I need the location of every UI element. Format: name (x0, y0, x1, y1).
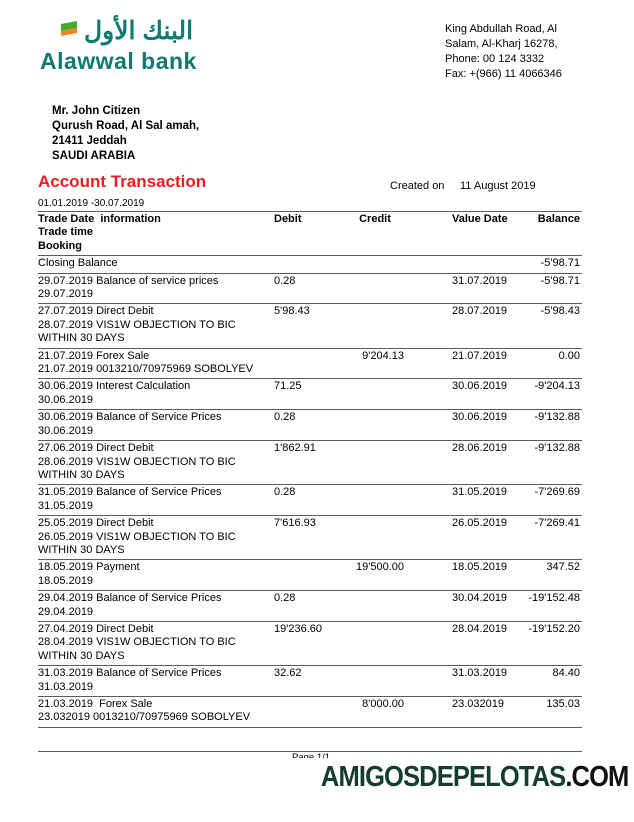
cell-balance: -5'98.43 (540, 305, 580, 318)
info-line: 21.03.2019 Forex Sale (38, 698, 153, 710)
info-line: 21.07.2019 Forex Sale (38, 349, 150, 362)
cell-debit (272, 560, 340, 591)
text-line: Booking (38, 239, 82, 252)
cell-credit (340, 410, 410, 441)
bank-name-arabic: البنك الأول (84, 17, 194, 45)
statement-date-range: 01.01.2019 -30.07.2019 (38, 198, 145, 209)
cell-credit (340, 591, 410, 622)
statement-header (40, 16, 610, 82)
cell-value-date (410, 256, 520, 273)
table-row (38, 410, 582, 441)
cell-credit (340, 516, 410, 560)
cell-balance: 84.40 (552, 667, 580, 680)
info-line: 30.06.2019 Interest Calculation (38, 380, 191, 393)
cell-balance: -19'152.48 (528, 592, 580, 605)
info-line: WITHIN 30 DAYS (38, 468, 125, 481)
cell-debit: 1'862.91 (274, 442, 316, 455)
watermark-text (320, 761, 628, 794)
info-line: 23.032019 0013210/70975969 SOBOLYEV (38, 711, 251, 724)
table-row (38, 516, 582, 560)
info-line: WITHIN 30 DAYS (38, 649, 125, 662)
table-row (38, 621, 582, 665)
table-row (38, 485, 582, 516)
info-line: 27.04.2019 Direct Debit (38, 622, 154, 635)
info-line: 31.05.2019 (38, 499, 94, 512)
info-line: 29.04.2019 Balance of Service Prices (38, 592, 222, 605)
text-line: 21411 Jeddah (52, 135, 127, 147)
table-header-row (38, 212, 582, 256)
text-line: Trade Date information (38, 213, 161, 225)
cell-credit (340, 441, 410, 485)
info-line: Closing Balance (38, 257, 118, 270)
cell-credit: 8'000.00 (362, 698, 404, 710)
table-row (38, 441, 582, 485)
watermark-badge (265, 758, 634, 796)
cell-credit (340, 485, 410, 516)
table-row (38, 697, 582, 728)
cell-value-date: 28.07.2019 (452, 305, 508, 318)
info-line: 31.03.2019 Balance of Service Prices (38, 667, 222, 680)
text-line: Mr. John Citizen (52, 105, 141, 117)
text-line: Salam, Al-Kharj 16278, (445, 38, 558, 50)
cell-info (38, 410, 272, 441)
cell-info (38, 591, 272, 622)
cell-credit (340, 304, 410, 348)
table-row (38, 256, 582, 273)
transactions-table (38, 211, 582, 728)
cell-debit: 0.28 (274, 274, 296, 287)
table-row (38, 273, 582, 304)
info-line: 28.04.2019 VIS1W OBJECTION TO BIC (38, 636, 236, 649)
info-line: 26.05.2019 VIS1W OBJECTION TO BIC (38, 530, 236, 543)
cell-balance: 347.52 (546, 561, 580, 574)
cell-info (38, 621, 272, 665)
cell-value-date: 30.06.2019 (452, 411, 508, 424)
bank-name-english: Alawwal bank (40, 48, 197, 74)
cell-debit: 19'236.60 (274, 622, 322, 635)
info-line: 18.05.2019 Payment (38, 561, 140, 574)
cell-debit: 32.62 (274, 667, 302, 680)
transactions-body (38, 256, 582, 728)
cell-info (38, 666, 272, 697)
page-title: Account Transaction (38, 172, 207, 191)
cell-credit: 19'500.00 (356, 561, 404, 574)
text-line: SAUDI ARABIA (52, 150, 136, 162)
cell-info (38, 379, 272, 410)
cell-debit: 71.25 (274, 380, 302, 393)
title-row (0, 172, 634, 196)
table-row (38, 591, 582, 622)
info-line: 27.06.2019 Direct Debit (38, 442, 154, 455)
cell-credit (340, 666, 410, 697)
cell-value-date: 30.04.2019 (452, 592, 508, 605)
cell-balance: -5'98.71 (540, 274, 580, 287)
text-line: Fax: +(966) 11 4066346 (445, 68, 562, 80)
table-row (38, 348, 582, 379)
info-line: 29.07.2019 (38, 288, 94, 301)
cell-info (38, 441, 272, 485)
cell-debit: 5'98.43 (274, 305, 310, 318)
cell-debit (272, 348, 340, 379)
header-debit: Debit (274, 213, 302, 225)
text-line: Trade time (38, 226, 94, 239)
cell-debit (272, 256, 340, 273)
cell-debit: 0.28 (274, 592, 296, 605)
cell-balance: 0.00 (558, 349, 580, 362)
cell-balance: -19'152.20 (528, 622, 580, 635)
info-line: WITHIN 30 DAYS (38, 332, 125, 345)
info-line: 27.07.2019 Direct Debit (38, 305, 154, 318)
cell-value-date: 21.07.2019 (452, 349, 508, 362)
cell-info (38, 256, 272, 273)
cell-credit (340, 621, 410, 665)
info-line: 28.06.2019 VIS1W OBJECTION TO BIC (38, 455, 236, 468)
text-line: Qurush Road, Al Sal amah, (52, 120, 200, 132)
info-line: 29.07.2019 Balance of service prices (38, 274, 219, 287)
cell-credit (340, 273, 410, 304)
info-line: 30.06.2019 Balance of Service Prices (38, 411, 222, 424)
bank-contact-block (445, 22, 610, 82)
cell-info (38, 304, 272, 348)
cell-debit: 0.28 (274, 486, 296, 499)
cell-value-date: 31.05.2019 (452, 486, 508, 499)
info-line: 31.03.2019 (38, 680, 94, 693)
header-credit: Credit (359, 213, 391, 225)
created-on-value: 11 August 2019 (460, 180, 536, 192)
table-row (38, 560, 582, 591)
watermark-main: AMIGOSDEPELOTAS (320, 760, 565, 793)
cell-balance: -7'269.69 (534, 486, 580, 499)
cell-info (38, 348, 272, 379)
cell-balance: 135.03 (546, 698, 580, 710)
cell-value-date: 31.03.2019 (452, 667, 508, 680)
cell-credit (340, 379, 410, 410)
watermark-suffix: .COM (564, 760, 628, 793)
cell-value-date: 28.04.2019 (452, 622, 508, 635)
cell-balance: -9'132.88 (534, 411, 580, 424)
info-line: 21.07.2019 0013210/70975969 SOBOLYEV (38, 363, 254, 376)
cell-balance: -9'132.88 (534, 442, 580, 455)
created-on-label: Created on (390, 180, 445, 192)
cell-value-date: 28.06.2019 (452, 442, 508, 455)
info-line: 18.05.2019 (38, 574, 94, 587)
cell-info (38, 697, 272, 728)
cell-value-date: 23.032019 (452, 698, 504, 710)
cell-credit: 9'204.13 (362, 349, 404, 362)
text-line: King Abdullah Road, Al (445, 23, 557, 35)
cell-info (38, 485, 272, 516)
table-row (38, 666, 582, 697)
info-line: 29.04.2019 (38, 605, 94, 618)
text-line: Phone: 00 124 3332 (445, 53, 545, 65)
cell-debit: 0.28 (274, 411, 296, 424)
cell-credit (340, 256, 410, 273)
cell-info (38, 560, 272, 591)
info-line: 30.06.2019 (38, 393, 94, 406)
cell-balance: -9'204.13 (534, 380, 580, 393)
cell-info (38, 273, 272, 304)
cell-balance: -5'98.71 (540, 257, 580, 270)
table-row (38, 379, 582, 410)
alawwal-bank-logo (40, 16, 270, 82)
cell-debit: 7'616.93 (274, 517, 316, 530)
cell-debit (272, 697, 340, 728)
cell-value-date: 18.05.2019 (452, 561, 508, 574)
info-line: 28.07.2019 VIS1W OBJECTION TO BIC (38, 318, 236, 331)
header-value-date: Value Date (452, 213, 508, 225)
cell-value-date: 26.05.2019 (452, 517, 508, 530)
cell-value-date: 30.06.2019 (452, 380, 508, 393)
info-line: WITHIN 30 DAYS (38, 543, 125, 556)
logo-top-row (60, 16, 270, 46)
header-balance: Balance (537, 213, 580, 225)
info-line: 31.05.2019 Balance of Service Prices (38, 486, 222, 499)
alawwal-flag-icon (60, 21, 78, 42)
info-line: 25.05.2019 Direct Debit (38, 517, 154, 530)
cell-balance: -7'269.41 (534, 517, 580, 530)
cell-info (38, 516, 272, 560)
table-row (38, 304, 582, 348)
cell-value-date: 31.07.2019 (452, 274, 508, 287)
customer-address-block (52, 104, 199, 164)
info-line: 30.06.2019 (38, 424, 94, 437)
header-trade-date-info (38, 212, 272, 256)
